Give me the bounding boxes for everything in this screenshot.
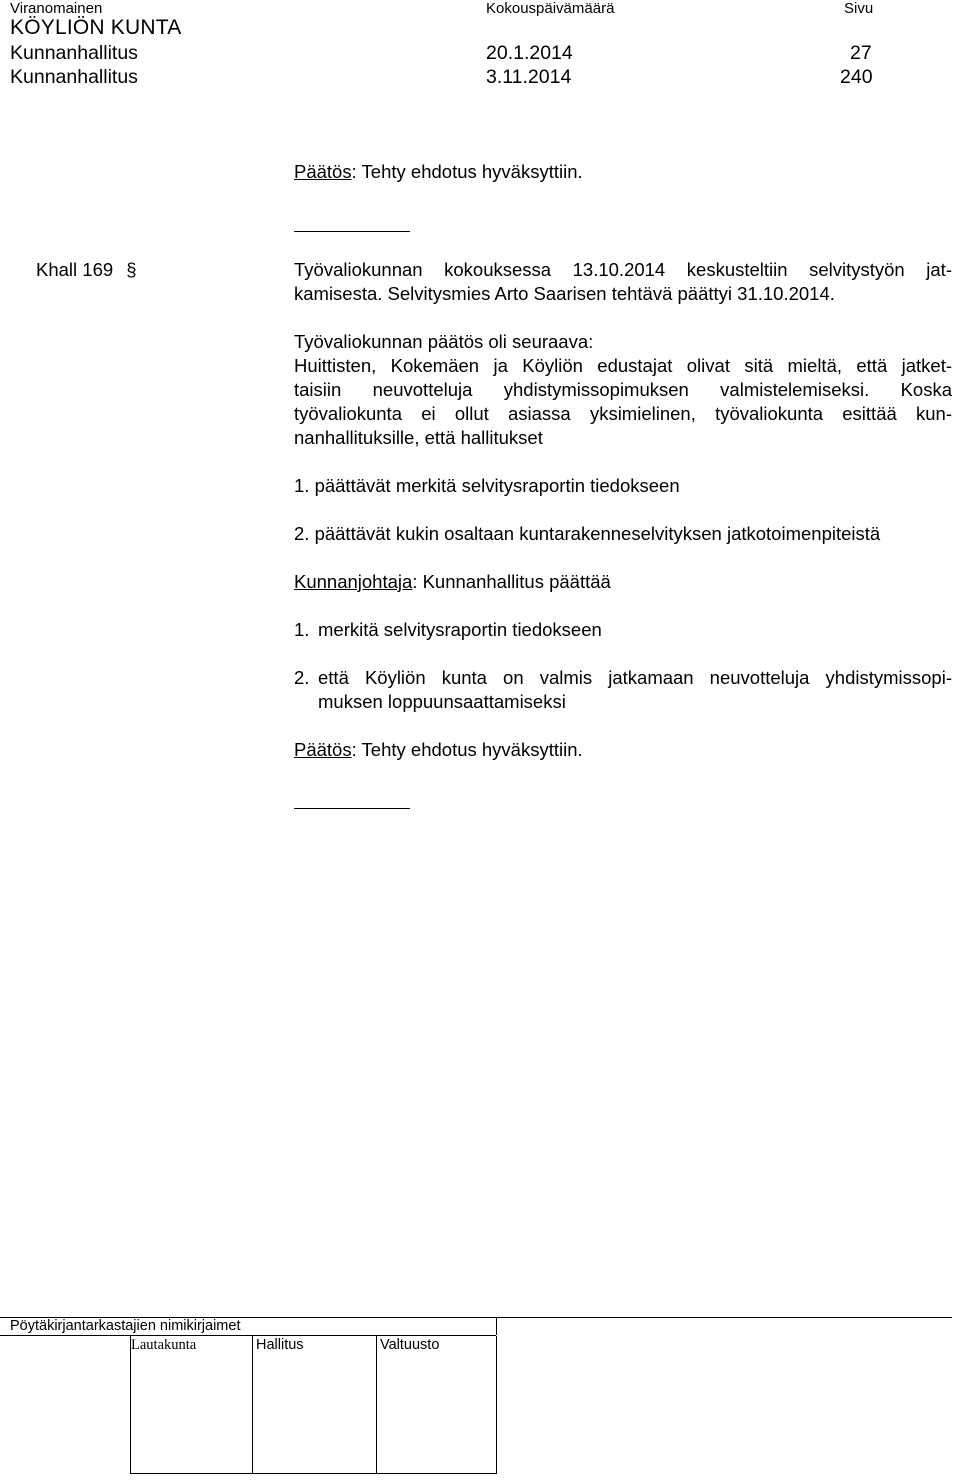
header-label-viranomainen: Viranomainen	[10, 0, 103, 17]
signature-line	[294, 808, 410, 809]
section-number	[36, 258, 137, 282]
header-row-body: Kunnanhallitus	[10, 42, 138, 64]
decision-text: : Tehty ehdotus hyväksyttiin.	[351, 161, 583, 182]
header-label-sivu: Sivu	[844, 0, 874, 17]
header-row-date: 20.1.2014	[486, 42, 573, 64]
footer-title-rule	[0, 1335, 496, 1336]
decision-label: Päätös	[294, 739, 352, 760]
header-row-page: 240	[840, 66, 873, 88]
proposal-item-text	[318, 666, 952, 714]
committee-heading: Työvaliokunnan päätös oli seuraava:	[294, 331, 594, 352]
section-symbol: §	[126, 259, 137, 280]
proposal-item-line: muksen loppuunsaattamiseksi	[318, 691, 566, 712]
header-row-body: Kunnanhallitus	[10, 66, 138, 88]
header-row-date: 3.11.2014	[486, 66, 572, 88]
proposal-label: Kunnanjohtaja	[294, 571, 413, 592]
committee-text	[294, 354, 952, 450]
footer-cell-lautakunta: Lautakunta	[131, 1337, 197, 1353]
footer-cell-hallitus: Hallitus	[256, 1337, 304, 1353]
committee-text-line: Huittisten, Kokemäen ja Köyliön edustajat olivat sitä mieltä, että jatket-	[294, 355, 952, 376]
section-intro	[294, 258, 952, 306]
decision-line-1	[294, 160, 583, 184]
footer-bottom-line	[130, 1473, 496, 1474]
decision-text: : Tehty ehdotus hyväksyttiin.	[351, 739, 583, 760]
header-label-kokouspaivamaara: Kokouspäivämäärä	[486, 0, 615, 17]
organization-name: KÖYLIÖN KUNTA	[10, 16, 182, 39]
footer-column-line	[496, 1336, 497, 1474]
header-row-page: 27	[850, 42, 872, 64]
section-intro-line: Työvaliokunnan kokouksessa 13.10.2014 keskusteltiin selvitystyön jat-	[294, 259, 952, 280]
footer-cell-valtuusto: Valtuusto	[380, 1337, 440, 1353]
committee-item: 2. päättävät kukin osaltaan kuntarakenneselvityksen jatkotoimenpiteistä	[294, 523, 881, 544]
proposal-text: : Kunnanhallitus päättää	[412, 571, 611, 592]
section-intro-line: kamisesta. Selvitysmies Arto Saarisen tehtävä päättyi 31.10.2014.	[294, 283, 835, 304]
proposal-item-text: merkitä selvitysraportin tiedokseen	[318, 619, 602, 640]
section-number-text: Khall 169	[36, 259, 114, 280]
proposal-heading	[294, 570, 611, 594]
proposal-item-number: 1.	[294, 619, 310, 640]
committee-text-line: taisiin neuvotteluja yhdistymissopimuksen valmistelemiseksi. Koska	[294, 379, 952, 400]
committee-text-line: työvaliokunta ei ollut asiassa yksimielinen, työvaliokunta esittää kun-	[294, 403, 952, 424]
proposal-item-line: että Köyliön kunta on valmis jatkamaan neuvotteluja yhdistymissopi-	[318, 667, 952, 688]
signature-line	[294, 231, 410, 232]
footer-column-line	[252, 1336, 253, 1474]
decision-line-2	[294, 738, 583, 762]
footer-title-divider	[496, 1317, 497, 1335]
committee-text-line: nanhallituksille, että hallitukset	[294, 427, 543, 448]
committee-item: 1. päättävät merkitä selvitysraportin tiedokseen	[294, 475, 680, 496]
footer-column-line	[376, 1336, 377, 1474]
footer-title: Pöytäkirjantarkastajien nimikirjaimet	[10, 1318, 241, 1334]
proposal-item-number: 2.	[294, 667, 310, 688]
decision-label: Päätös	[294, 161, 352, 182]
footer-column-line	[130, 1336, 131, 1474]
